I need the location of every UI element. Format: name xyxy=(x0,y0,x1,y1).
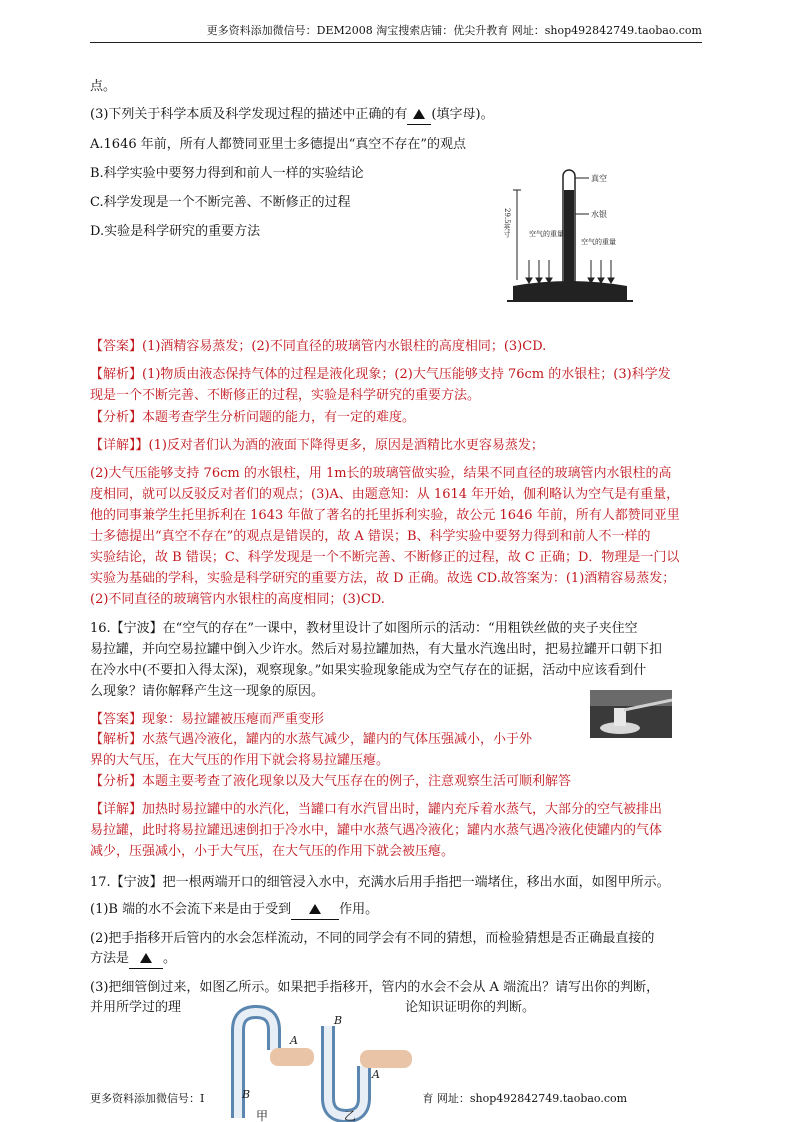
answer-blank xyxy=(291,901,339,920)
triangle-icon xyxy=(140,953,152,963)
detail-line: 【详解】】(1)反对者们认为酒的液面下降得更多，原因是酒精比水更容易蒸发； xyxy=(90,438,544,453)
analysis-16 xyxy=(90,729,702,771)
question-line: 在冷水中(不要扣入得太深)，观察现象。”如果实验现象能成为空气存在的证据，活动中应该看到什 xyxy=(90,663,647,678)
analysis-15 xyxy=(90,364,702,406)
part3-text-b: 论知识证明你的判断。 xyxy=(405,1000,536,1015)
detail-line: 减少，压强减小，小于大气压，在大气压的作用下就会被压瘪。 xyxy=(90,844,455,859)
detail-line: 他的同事兼学生托里拆利在 1643 年做了著名的托里拆利实验，故公元 1646 年前，所有人都赞同亚里 xyxy=(90,508,680,523)
detail-line: 实验结论，故 B 错误；C、科学发现是一个不断完善、不断修正的过程，故 C 正确；D．物理是一门以 xyxy=(90,550,680,565)
question-line: 16.【宁波】在“空气的存在”一课中，教材里设计了如图所示的活动：“用粗铁丝做的夹子夹住空 xyxy=(90,621,638,636)
label-height: 29.5英寸 xyxy=(503,208,511,238)
part3-text-a: 并用所学过的理 xyxy=(90,1000,182,1015)
question-line: 么现象？请你解释产生这一现象的原因。 xyxy=(90,684,325,699)
option-c: C.科学发现是一个不断完善、不断修正的过程 xyxy=(90,195,351,210)
detail-line: 实验为基础的学科，实验是科学研究的重要方法，故 D 正确。故选 CD.故答案为：(1)酒精容易蒸发； xyxy=(90,571,676,586)
detail-line: 度相同，就可以反驳反对者们的观点；(3)A、由题意知：从 1614 年开始，伽利略认为空气是有重量， xyxy=(90,487,680,502)
detail-line: 【详解】加热时易拉罐中的水汽化，当罐口有水汽冒出时，罐内充斥着水蒸气，大部分的空气被排出 xyxy=(90,802,663,817)
analysis-line: 【解析】(1)物质由液态保持气体的过程是液化现象；(2)大气压能够支持 76cm 的水银柱；(3)科学发 xyxy=(90,367,671,382)
triangle-icon xyxy=(309,904,321,914)
detail-16 xyxy=(90,799,702,862)
label-jia: 甲 xyxy=(256,1109,269,1122)
barometer-figure xyxy=(505,168,635,310)
answer-text: 【答案】(1)酒精容易蒸发；(2)不同直径的玻璃管内水银柱的高度相同；(3)CD. xyxy=(90,339,547,354)
label-b1: B xyxy=(242,1088,251,1101)
question-15-part3 xyxy=(90,106,705,125)
detail-line: 士多德提出“真空不存在”的观点是错误的，故 A 错误；B、科学实验中要努力得到和前人不一样的 xyxy=(90,529,651,544)
part2-suffix: 。 xyxy=(163,951,177,966)
answer-15 xyxy=(90,336,702,357)
detail-15 xyxy=(90,435,702,456)
analysis-line: 界的大气压，在大气压的作用下就会将易拉罐压瘪。 xyxy=(90,753,390,768)
page-header: 更多资料添加微信号：DEM2008 淘宝搜索店铺：优尖升教育 网址：shop492842749.taobao.com xyxy=(90,22,702,43)
label-vacuum: 真空 xyxy=(591,174,607,183)
label-air-weight-left: 空气的重量 xyxy=(529,230,564,238)
fenxi-line: 【分析】本题主要考查了液化现象以及大气压存在的例子，注意观察生活可顺利解答 xyxy=(90,774,572,789)
option-d: D.实验是科学研究的重要方法 xyxy=(90,224,261,239)
detail-line: (2)大气压能够支持 76cm 的水银柱，用 1m长的玻璃管做实验，结果不同直径的玻璃管内水银柱的高 xyxy=(90,466,672,481)
footer-right: 育 网址：shop492842749.taobao.com xyxy=(422,1092,628,1105)
label-b2: B xyxy=(334,1014,343,1027)
question-17-part2-line1: (2)把手指移开后管内的水会怎样流动，不同的同学会有不同的猜想，而检验猜想是否正确最直接的 xyxy=(90,931,655,946)
question-line: 易拉罐，并向空易拉罐中倒入少许水。然后对易拉罐加热，有大量水汽逸出时，把易拉罐开口朝下扣 xyxy=(90,642,663,657)
detail-line: 易拉罐，此时将易拉罐迅速倒扣于冷水中，罐中水蒸气遇冷液化；罐内水蒸气遇冷液化使罐内的气体 xyxy=(90,823,663,838)
fenxi-15 xyxy=(90,407,702,428)
option-a: A.1646 年前，所有人都赞同亚里士多德提出“真空不存在”的观点 xyxy=(90,137,467,152)
label-air-weight-right: 空气的重量 xyxy=(581,238,616,246)
question-17-part2-line2 xyxy=(90,950,705,969)
part2-prefix: 方法是 xyxy=(90,951,130,966)
analysis-line: 【解析】水蒸气遇冷液化，罐内的水蒸气减少，罐内的气体压强减小，小于外 xyxy=(90,732,533,747)
option-b: B.科学实验中要努力得到和前人一样的实验结论 xyxy=(90,166,364,181)
label-mercury: 水银 xyxy=(591,210,607,219)
question-17-part3-line1: (3)把细管倒过来，如图乙所示。如果把手指移开，管内的水会不会从 A 端流出？请写出你的判断， xyxy=(90,980,660,995)
fenxi-line: 【分析】本题考查学生分析问题的能力，有一定的难度。 xyxy=(90,410,416,425)
question-17: 17.【宁波】把一根两端开口的细管浸入水中，充满水后用手指把一端堵住，移出水面，如图甲所示。 xyxy=(90,875,670,890)
triangle-icon xyxy=(413,109,425,119)
analysis-line: 现是一个不断完善、不断修正的过程，实验是科学研究的重要方法。 xyxy=(90,388,481,403)
q3-prefix: (3)下列关于科学本质及科学发现过程的描述中正确的有 xyxy=(90,107,408,122)
part1-prefix: (1)B 端的水不会流下来是由于受到 xyxy=(90,902,292,917)
answer-text: 【答案】现象：易拉罐被压瘪而严重变形 xyxy=(90,712,325,727)
answer-blank xyxy=(129,950,163,969)
fenxi-16 xyxy=(90,771,702,792)
footer-left: 更多资料添加微信号：I xyxy=(90,1092,205,1105)
text-line: 点。 xyxy=(90,79,117,94)
label-a1: A xyxy=(290,1034,298,1047)
detail-line: (2)不同直径的玻璃管内水银柱的高度相同；(3)CD. xyxy=(90,592,385,607)
q3-suffix: (填字母)。 xyxy=(431,107,494,122)
page-footer xyxy=(90,1090,627,1106)
question-17-part1 xyxy=(90,901,705,920)
label-yi: 乙 xyxy=(344,1109,357,1122)
part1-suffix: 作用。 xyxy=(339,902,379,917)
label-a2: A xyxy=(372,1068,380,1081)
answer-16 xyxy=(90,709,702,730)
detail2-15 xyxy=(90,463,702,610)
answer-blank xyxy=(407,106,431,125)
